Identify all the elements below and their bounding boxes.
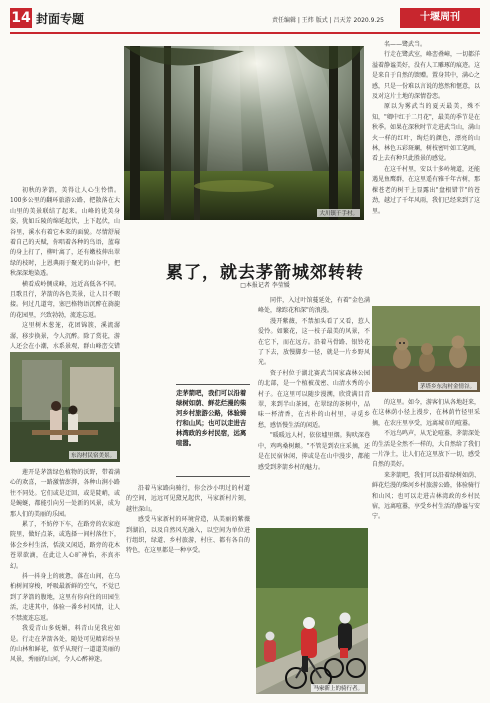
text-column-1-top	[10, 186, 120, 351]
pull-quote: 走茅箭吧，我们可以沿着绿树如荫、鲜花烂漫的柴河乡村旅游公路，体验骑行和山风；也可以走进吉林湾政的乡村民宿，远离喧嚣。	[176, 389, 247, 447]
paragraph: 沿着马家路向骑行，你会沙小明过的村道的空间，远远可见黛兄起伏，马家新村片刻，越往深山。	[126, 485, 250, 513]
rest-image	[10, 352, 120, 462]
editor-meta: 责任编辑 | 王炜 版式 | 吕天芳 2020.9.25	[271, 17, 384, 24]
paragraph: 初秋的茅箭，美得让人心生怜惜。100多公里的翻环旅游公路，把散落在大山里的美景联结了起来。山峰的优美身姿，犹如丘陵的绵延起伏，上下起伏，山谷里，溪水有着它本来的面貌。尽情舒展着自己的天赋，你唱着各种的鸟语，蓝莓的身上打了，柳叶离了，还有嫩枝伸出翠绿的枝时，上恩典雨于聚光的山谷中，把秋深深地染透。	[10, 187, 120, 278]
header-rule	[10, 32, 480, 34]
paragraph: 累了，不妨停下车，在路旁的农家庭院里，做好点茶，或选择一间村落住下，体会乡村生活，恬淡又闲适，路旁的花木苍翠欲滴，在此让人心旷神怡，亦真亦幻。	[10, 521, 120, 570]
paragraph: 抖一抖身上的疲惫，落在山间，在乌桕树间穿梭，呼吸最新鲜的空气，不觉已到了茅箭的腹地，这里有你向往的田园生活，走进其中，体验一番乡村风情，让人不禁流连忘返。	[10, 573, 120, 622]
paragraph: 的这里。如今，游客们从各地赶来，在这林荫小径上漫步，在林荫竹径里采摘，在农庄里享受，远离城市的喧嚣。	[372, 399, 481, 427]
cyclists-caption: 马家新上的骑行者。	[313, 686, 363, 692]
cyclists-image	[256, 528, 368, 694]
text-column-1-bottom	[10, 468, 120, 696]
text-column-3-bottom	[372, 398, 480, 694]
paragraph: 横看成岭侧成峰，远近高低各不同。且歌且行，茅箭的各色美景，让人目不暇接。何过几道弯，塞巴格物语沉醉在旖旎的花园里，兴致勃勃，流连忘返。	[10, 280, 120, 319]
page-number: 14	[11, 10, 31, 26]
monkeys-photo	[372, 306, 480, 392]
page-header	[10, 8, 480, 30]
paragraph: 行走在鹭武室，峰峦叠嶂，一切都洋溢着静谧美好，没有人工雕琢的痕迹。这是来自于自然的馈赠。置身其中，满心之感，只是一份难以言说的悠然和惬意，以及对这片土地的深情眷恋。	[372, 51, 481, 101]
pull-quote-rule-top	[176, 384, 250, 385]
masthead: 十堰周刊	[400, 8, 480, 28]
section-title: 封面专题	[36, 12, 85, 26]
paragraph: 同伴，入过叶馆蔓延处，有着"金色满峰处，缘踪花和深"的浪漫。	[258, 297, 370, 315]
paragraph: 资子村位于湖北赛武当国家森林公园的北部，是一个植被茂密、山清水秀的小村子。在这里可以随步漫溯，欣赏满目青翠，来到半山茶园，在翠绿的茶树中，品味一杯清香，在古朴的山村里，寻觅乡愁，感悟慢生活的闲适。	[258, 369, 370, 429]
rest-caption: 东沟村民宿美景。	[70, 453, 115, 459]
forest-photo	[124, 46, 364, 220]
paragraph: "暖暖远人村，依依墟里烟。狗吠深巷中，鸡鸣桑树颠。"不管是到农庄采摘，还是在民宿休闲，抑或是在山中漫步，都能感受到茅箭乡村的魅力。	[258, 432, 370, 471]
rest-photo	[10, 352, 120, 462]
paragraph: 在这千村里，安以十多岭境道，还能遇见鱼鹰群，在这里遥有雅千年古树，那棵苍老的树干上显露出"盘根错节"的苍劲，越过了千年风雨，我们已经来到了这里。	[372, 165, 481, 215]
text-column-2-bottom-left	[126, 484, 250, 694]
monkeys-caption: 茅塔乡东沟村金情谷。	[419, 384, 475, 390]
paragraph: 这里树木葱茏，花团锦簇，溪流潺潺，移步换景，令人沉醉。除了赏花，游人还会在小潮，水系景观，群山峰峦交错	[10, 322, 120, 351]
forest-image	[124, 46, 364, 220]
paragraph: 名——鹭武当。	[384, 41, 427, 48]
paragraph: 原以为雾武当的夏天最美，殊不知，"卿中红于二月花"，最美的季节是在秋季。如果在深秋时节走进武当山，满山火一样的红叶，绚烂的颜色，漂亮的山林，林色五彩斑斓，树枝密叶如工笔画，看上去有种只此胜景的感觉。	[372, 103, 481, 163]
forest-caption: 大川镇千手村。	[319, 211, 358, 217]
text-column-3-top	[372, 40, 480, 302]
paragraph: 我爱青山多妩媚，料青山见我应如是。行走在茅箭各处，随处可见精彩纷呈的山林和鲜花，似乎从现行一道道美丽的风景，秀丽的山河，令人心醉神迷。	[10, 625, 120, 664]
pull-quote-rule-bottom	[176, 476, 250, 477]
paragraph: 感受马家新村的环境营造，从美丽的紫薇到湖泊，以及自然风光融入，以空间为单位进行组织，绿道、乡村旅游，村庄、都有各自的特色，在这里都是一种享受。	[126, 516, 250, 555]
article-title: 累了，就去茅箭城郊转转	[166, 263, 364, 283]
text-column-2-top	[258, 296, 370, 520]
paragraph: 漫开紫薇，不禁加头看了又看，惹人爱怜。如繁花，这一枝子最美的风景，不在它下，而在远方。沿着马骨路、银铃花了下去，放慢脚步一径，就是一片乡野风光。	[258, 317, 370, 367]
article-byline: □本报记者 李莹媛	[240, 282, 290, 289]
paragraph: 莲开是茅箭绿色植物的沃野，带着满心的欢喜，一路激情澎湃，各种山涧小路往不同处。它们或是迂回，或是陡峭，或是蜿蜒，都能引向另一处新的风景，成为那人们的美丽的乐园。	[10, 469, 120, 518]
paragraph: 不远鸟鸣声，从无论喧嚣，茅箭深处的生活是全然不一样的，大自然给了我们一片净土，让人们在这里放下一切，感受自然的美好。	[372, 430, 481, 469]
cyclists-photo	[256, 528, 368, 694]
paragraph: 来茅箭吧，我们可以沿着绿树如荫、鲜花烂漫的柴河乡村旅游公路，体验骑行和山风；也可以走进吉林湾政的乡村民宿，远离喧嚣，享受乡村生活的静谧与安宁。	[372, 471, 481, 521]
monkeys-image	[372, 306, 480, 392]
